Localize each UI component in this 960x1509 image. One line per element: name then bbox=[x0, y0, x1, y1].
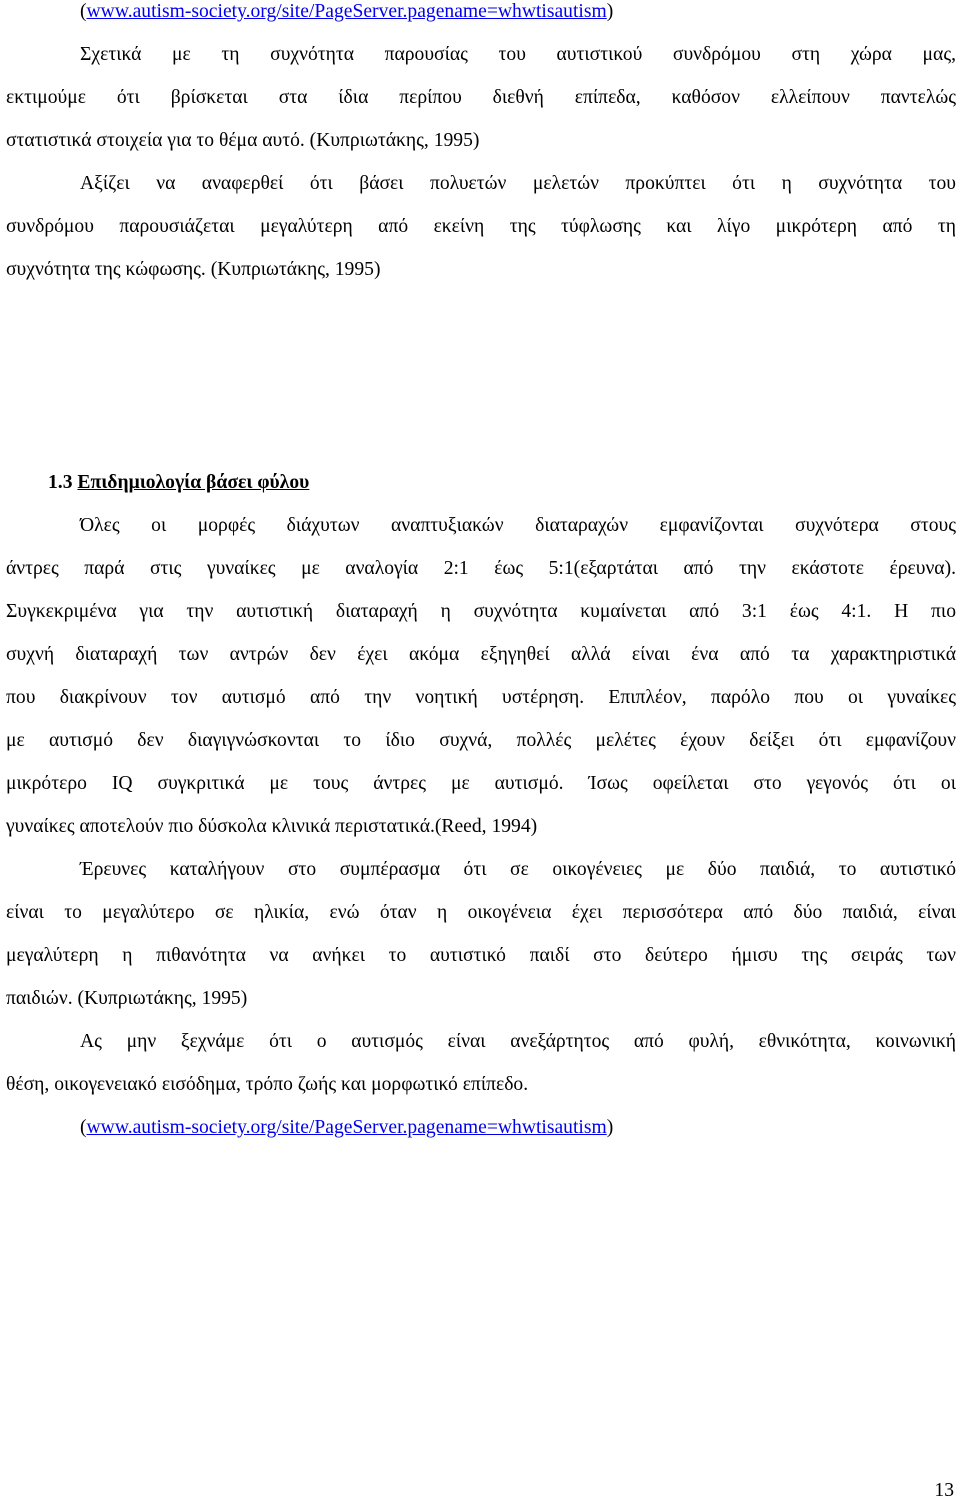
section-number: 1.3 bbox=[48, 472, 73, 493]
para3-line3: Συγκεκριμένα για την αυτιστική διαταραχή η συχνότητα κυμαίνεται από 3:1 έως 4:1. Η πιο bbox=[6, 601, 956, 622]
bottom-citation-link[interactable]: www.autism-society.org/site/PageServer.pagename=whwtisautism bbox=[86, 1117, 607, 1138]
para4-line3: μεγαλύτερη η πιθανότητα να ανήκει το αυτιστικό παιδί στο δεύτερο ήμισυ της σειράς των bbox=[6, 945, 956, 966]
para5-line2: θέση, οικογενειακό εισόδημα, τρόπο ζωής και μορφωτικό επίπεδο. bbox=[6, 1074, 529, 1095]
bottom-citation bbox=[6, 1106, 956, 1149]
para3-line4: συχνή διαταραχή των αντρών δεν έχει ακόμα εξηγηθεί αλλά είναι ένα από τα χαρακτηριστικά bbox=[6, 644, 956, 665]
para2-line2: συνδρόμου παρουσιάζεται μεγαλύτερη από εκείνη της τύφλωσης και λίγο μικρότερη από τη bbox=[6, 216, 956, 237]
bottom-citation-close: ) bbox=[606, 1117, 614, 1138]
para3-line8: γυναίκες αποτελούν πιο δύσκολα κλινικά περιστατικά.(Reed, 1994) bbox=[6, 816, 538, 837]
para1-line3: στατιστικά στοιχεία για το θέμα αυτό. (Κυπριωτάκης, 1995) bbox=[6, 130, 480, 151]
bottom-citation-open: ( bbox=[80, 1117, 87, 1138]
para4-line2: είναι το μεγαλύτερο σε ηλικία, ενώ όταν η οικογένεια έχει περισσότερα από δύο παιδιά, είναι bbox=[6, 902, 956, 923]
para2-line1: Αξίζει να αναφερθεί ότι βάσει πολυετών μελετών προκύπτει ότι η συχνότητα του bbox=[80, 173, 956, 194]
top-citation bbox=[6, 0, 956, 33]
top-citation-close: ) bbox=[606, 1, 614, 22]
document-page bbox=[6, 0, 956, 1149]
para2-line3: συχνότητα της κώφωσης. (Κυπριωτάκης, 1995) bbox=[6, 259, 381, 280]
para4-line4: παιδιών. (Κυπριωτάκης, 1995) bbox=[6, 988, 248, 1009]
para5-line1: Ας μην ξεχνάμε ότι ο αυτισμός είναι ανεξάρτητος από φυλή, εθνικότητα, κοινωνική bbox=[80, 1031, 956, 1052]
top-citation-open: ( bbox=[80, 1, 87, 22]
para1-line2: εκτιμούμε ότι βρίσκεται στα ίδια περίπου διεθνή επίπεδα, καθόσον ελλείπουν παντελώς bbox=[6, 87, 956, 108]
para3-line6: με αυτισμό δεν διαγιγνώσκονται το ίδιο συχνά, πολλές μελέτες έχουν δείξει ότι εμφανίζουν bbox=[6, 730, 956, 751]
page-number: 13 bbox=[934, 1480, 954, 1501]
para3-line1: Όλες οι μορφές διάχυτων αναπτυξιακών διαταραχών εμφανίζονται συχνότερα στους bbox=[80, 515, 956, 536]
para1-line1: Σχετικά με τη συχνότητα παρουσίας του αυτιστικού συνδρόμου στη χώρα μας, bbox=[80, 44, 956, 65]
section-title: Επιδημιολογία βάσει φύλου bbox=[77, 472, 310, 493]
para3-line2: άντρες παρά στις γυναίκες με αναλογία 2:1 έως 5:1(εξαρτάται από την εκάστοτε έρευνα). bbox=[6, 558, 956, 579]
para3-line7: μικρότερο IQ συγκριτικά με τους άντρες με αυτισμό. Ίσως οφείλεται στο γεγονός ότι οι bbox=[6, 773, 956, 794]
section-spacer bbox=[6, 291, 956, 461]
para3-line5: που διακρίνουν τον αυτισμό από την νοητική υστέρηση. Επιπλέον, παρόλο που οι γυναίκες bbox=[6, 687, 956, 708]
para4-line1: Έρευνες καταλήγουν στο συμπέρασμα ότι σε οικογένειες με δύο παιδιά, το αυτιστικό bbox=[80, 859, 956, 880]
top-citation-link[interactable]: www.autism-society.org/site/PageServer.pagename=whwtisautism bbox=[86, 1, 607, 22]
section-heading bbox=[6, 461, 956, 504]
